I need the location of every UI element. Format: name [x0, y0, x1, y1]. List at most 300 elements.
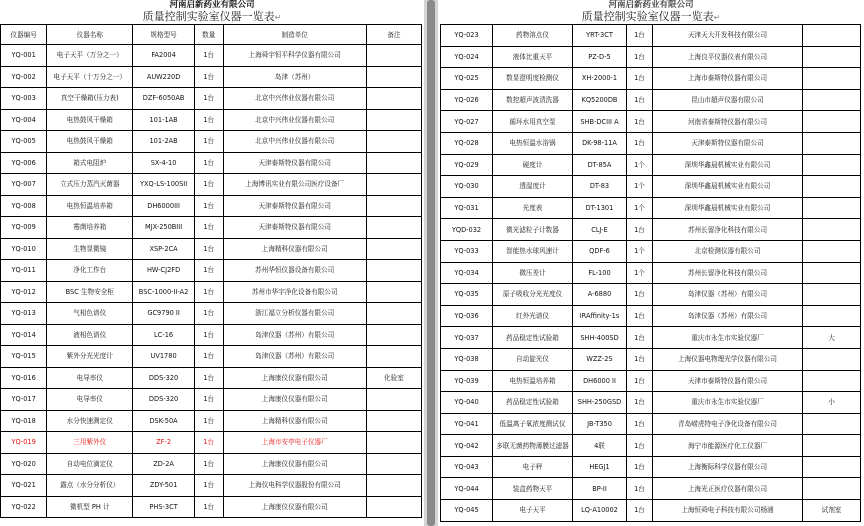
- table-cell: [366, 453, 421, 475]
- table-cell: WZZ-2S: [573, 348, 627, 370]
- table-cell: 天津天大开发科技有限公司: [653, 25, 803, 47]
- table-cell: 微机型 PH 计: [47, 496, 133, 518]
- table-cell: KQ5200DB: [573, 89, 627, 111]
- table-cell: 硬度计: [493, 154, 573, 176]
- table-row: [441, 392, 861, 414]
- table-cell: [366, 131, 421, 153]
- table-cell: 1台: [627, 111, 653, 133]
- table-row: [441, 176, 861, 198]
- table-cell: YQ-039: [441, 370, 493, 392]
- table-cell: 上海康仪仪器有限公司: [223, 367, 366, 389]
- table-cell: DSK-50A: [133, 410, 195, 432]
- table-cell: 天津市泰斯特仪器有限公司: [653, 370, 803, 392]
- table-cell: YQ-017: [1, 389, 47, 411]
- table-cell: [366, 66, 421, 88]
- table-cell: 1台: [627, 219, 653, 241]
- table-cell: A-6880: [573, 284, 627, 306]
- table-row: [1, 475, 422, 497]
- table-cell: 水分快速测定仪: [47, 410, 133, 432]
- table-cell: YQ-041: [441, 413, 493, 435]
- table-cell: 透湿度计: [493, 176, 573, 198]
- table-cell: [803, 219, 861, 241]
- left-header: [0, 0, 424, 23]
- table-cell: YQ-038: [441, 348, 493, 370]
- table-cell: [366, 88, 421, 110]
- table-cell: 装盒药物天平: [493, 478, 573, 500]
- table-cell: YQ-002: [1, 66, 47, 88]
- table-cell: 1台: [194, 195, 223, 217]
- table-cell: DT-85A: [573, 154, 627, 176]
- table-cell: 1台: [194, 174, 223, 196]
- table-cell: YQ-006: [1, 152, 47, 174]
- table-cell: YQ-023: [441, 25, 493, 47]
- table-cell: YRT-3CT: [573, 25, 627, 47]
- table-cell: [803, 154, 861, 176]
- table-cell: 1台: [194, 389, 223, 411]
- table-cell: [366, 303, 421, 325]
- table-cell: DT-1301: [573, 197, 627, 219]
- table-cell: [803, 89, 861, 111]
- table-cell: 电导率仪: [47, 367, 133, 389]
- table-cell: QDF-6: [573, 240, 627, 262]
- table-cell: SHH-250GSD: [573, 392, 627, 414]
- table-cell: 昆山市超声仪器有限公司: [653, 89, 803, 111]
- table-row: [1, 410, 422, 432]
- table-row: [441, 370, 861, 392]
- table-cell: 1台: [194, 238, 223, 260]
- table-cell: 大: [803, 327, 861, 349]
- table-cell: 低温离子氧浓度测试仪: [493, 413, 573, 435]
- header-cell: 备注: [366, 25, 421, 45]
- table-cell: 1台: [194, 281, 223, 303]
- table-cell: YQ-009: [1, 217, 47, 239]
- table-cell: [366, 109, 421, 131]
- table-cell: 深圳华鑫晨机械实业有限公司: [653, 197, 803, 219]
- table-cell: [803, 111, 861, 133]
- table-cell: YQ-033: [441, 240, 493, 262]
- table-cell: 液体比重天平: [493, 46, 573, 68]
- table-cell: 电热恒温水浴锅: [493, 132, 573, 154]
- table-cell: 1个: [627, 240, 653, 262]
- table-cell: 电热恒温培养箱: [493, 370, 573, 392]
- table-cell: [803, 348, 861, 370]
- table-cell: DT-83: [573, 176, 627, 198]
- table-cell: FA2004: [133, 45, 195, 67]
- table-row: [441, 500, 861, 522]
- table-row: [441, 348, 861, 370]
- table-cell: 岛津仪器（苏州）有限公司: [223, 324, 366, 346]
- table-cell: ZD-2A: [133, 453, 195, 475]
- table-row: [1, 346, 422, 368]
- table-cell: 北京中兴伟业仪器有限公司: [223, 88, 366, 110]
- table-cell: 红外光谱仪: [493, 305, 573, 327]
- table-cell: PZ-D-5: [573, 46, 627, 68]
- table-cell: [803, 413, 861, 435]
- table-cell: HEGJ1: [573, 456, 627, 478]
- table-cell: YQ-005: [1, 131, 47, 153]
- table-cell: LC-16: [133, 324, 195, 346]
- table-cell: 电子天平（万分之一）: [47, 45, 133, 67]
- table-cell: 药品稳定性试验箱: [493, 327, 573, 349]
- document-subtitle: 质量控制实验室仪器一览表↵: [581, 10, 721, 23]
- table-row: [441, 25, 861, 47]
- table-cell: YQ-031: [441, 197, 493, 219]
- table-cell: 1台: [194, 432, 223, 454]
- table-row: [441, 456, 861, 478]
- table-cell: 上海良平仪器仪表有限公司: [653, 46, 803, 68]
- table-cell: 1台: [194, 346, 223, 368]
- table-cell: 1台: [194, 66, 223, 88]
- table-cell: 1台: [627, 68, 653, 90]
- table-cell: YQ-021: [1, 475, 47, 497]
- table-cell: YQ-030: [441, 176, 493, 198]
- header-cell: 规格型号: [133, 25, 195, 45]
- table-cell: [366, 260, 421, 282]
- table-cell: 智能热水球风速计: [493, 240, 573, 262]
- table-cell: [366, 410, 421, 432]
- table-cell: YQ-029: [441, 154, 493, 176]
- table-cell: 1台: [627, 478, 653, 500]
- table-cell: 净化工作台: [47, 260, 133, 282]
- table-row: [441, 197, 861, 219]
- table-row: [1, 152, 422, 174]
- table-cell: YQ-026: [441, 89, 493, 111]
- header-row: [1, 25, 422, 45]
- table-row: [441, 305, 861, 327]
- table-cell: 真空干燥箱(压力表): [47, 88, 133, 110]
- table-cell: YQ-036: [441, 305, 493, 327]
- table-row: [1, 432, 422, 454]
- table-cell: YQ-011: [1, 260, 47, 282]
- table-row: [441, 132, 861, 154]
- table-cell: 北京检测仪器有限公司: [653, 240, 803, 262]
- table-row: [1, 281, 422, 303]
- left-document-page: [0, 0, 424, 526]
- table-cell: 立式压力蒸汽灭菌器: [47, 174, 133, 196]
- table-cell: [366, 389, 421, 411]
- table-row: [441, 284, 861, 306]
- table-cell: YQ-027: [441, 111, 493, 133]
- table-cell: YQ-043: [441, 456, 493, 478]
- table-cell: 天津泰斯特仪器有限公司: [223, 152, 366, 174]
- table-row: [1, 174, 422, 196]
- table-cell: SX-4-10: [133, 152, 195, 174]
- table-cell: BP-II: [573, 478, 627, 500]
- table-cell: YQ-020: [1, 453, 47, 475]
- table-cell: YQ-010: [1, 238, 47, 260]
- right-instrument-table: [440, 24, 861, 522]
- table-cell: XSP-2CA: [133, 238, 195, 260]
- table-cell: 1台: [627, 89, 653, 111]
- table-cell: BSC 生物安全柜: [47, 281, 133, 303]
- table-cell: 电导率仪: [47, 389, 133, 411]
- table-row: [1, 45, 422, 67]
- table-cell: 上海市安亭电子仪器厂: [223, 432, 366, 454]
- header-cell: 仪器名称: [47, 25, 133, 45]
- table-cell: [803, 478, 861, 500]
- table-cell: HW-CJ2FD: [133, 260, 195, 282]
- table-cell: YQ-037: [441, 327, 493, 349]
- table-cell: YQ-003: [1, 88, 47, 110]
- table-cell: 101-1AB: [133, 109, 195, 131]
- table-cell: 电子天平（十万分之一）: [47, 66, 133, 88]
- table-cell: [803, 240, 861, 262]
- table-row: [1, 453, 422, 475]
- table-cell: 霉菌培养箱: [47, 217, 133, 239]
- table-cell: LQ-A10002: [573, 500, 627, 522]
- table-cell: 1台: [194, 152, 223, 174]
- table-cell: [803, 305, 861, 327]
- table-cell: CLJ-E: [573, 219, 627, 241]
- paragraph-mark-icon: ↵: [713, 13, 721, 22]
- table-cell: DH6000 II: [573, 370, 627, 392]
- paragraph-mark-icon: ↵: [274, 13, 282, 22]
- table-cell: YQ-012: [1, 281, 47, 303]
- table-cell: 1台: [627, 435, 653, 457]
- table-cell: 1台: [194, 217, 223, 239]
- table-cell: 1台: [194, 303, 223, 325]
- table-cell: GC9790 II: [133, 303, 195, 325]
- table-cell: [366, 496, 421, 518]
- table-row: [1, 389, 422, 411]
- table-cell: 岛津仪器（苏州）有限公司: [223, 346, 366, 368]
- table-cell: [803, 370, 861, 392]
- table-cell: [366, 195, 421, 217]
- table-cell: SHH-400SD: [573, 327, 627, 349]
- table-cell: 上海舜宇恒平科学仪器有限公司: [223, 45, 366, 67]
- table-cell: YQ-007: [1, 174, 47, 196]
- table-cell: 101-2AB: [133, 131, 195, 153]
- table-cell: 重庆市永生市实验仪器厂: [653, 327, 803, 349]
- table-cell: 上海光正医疗仪器有限公司: [653, 478, 803, 500]
- table-cell: 上海衡际科学仪器有限公司: [653, 456, 803, 478]
- table-cell: 北京中兴伟业仪器有限公司: [223, 131, 366, 153]
- table-cell: YQ-001: [1, 45, 47, 67]
- table-cell: DZF-6050AB: [133, 88, 195, 110]
- table-cell: YQ-019: [1, 432, 47, 454]
- table-cell: MJX-250BIII: [133, 217, 195, 239]
- table-cell: 气相色谱仪: [47, 303, 133, 325]
- table-cell: 电热鼓风干燥箱: [47, 131, 133, 153]
- table-cell: 微光滤粒子计数器: [493, 219, 573, 241]
- table-cell: 三用紫外仪: [47, 432, 133, 454]
- table-cell: ZDY-501: [133, 475, 195, 497]
- table-cell: YQ-014: [1, 324, 47, 346]
- table-cell: 1台: [194, 260, 223, 282]
- table-cell: 1个: [627, 176, 653, 198]
- table-cell: 试剂室: [803, 500, 861, 522]
- table-cell: 1台: [194, 109, 223, 131]
- table-row: [1, 109, 422, 131]
- table-cell: 电热恒温培养箱: [47, 195, 133, 217]
- table-cell: 海宁市能源医疗化工仪器厂: [653, 435, 803, 457]
- table-cell: [803, 262, 861, 284]
- table-cell: 苏州华恒仪器设备有限公司: [223, 260, 366, 282]
- table-cell: 上海博讯实业有限公司医疗设备厂: [223, 174, 366, 196]
- table-cell: 1台: [627, 348, 653, 370]
- table-cell: YQ-015: [1, 346, 47, 368]
- splitter-bar[interactable]: [427, 0, 435, 526]
- table-cell: YQ-004: [1, 109, 47, 131]
- page-gutter: [424, 0, 438, 526]
- table-cell: YQ-028: [441, 132, 493, 154]
- table-cell: SHB-DCIII A: [573, 111, 627, 133]
- table-cell: [366, 174, 421, 196]
- table-cell: YXQ-LS-100SII: [133, 174, 195, 196]
- table-cell: 1台: [627, 305, 653, 327]
- table-cell: 上海市泰斯特仪器有限公司: [653, 68, 803, 90]
- table-cell: 上海精科仪器有限公司: [223, 410, 366, 432]
- table-row: [1, 324, 422, 346]
- table-cell: 1台: [627, 413, 653, 435]
- company-name: 河南启新药业有限公司: [169, 0, 255, 10]
- table-cell: IRAffinity-1s: [573, 305, 627, 327]
- table-cell: 1台: [627, 284, 653, 306]
- table-cell: [803, 46, 861, 68]
- table-cell: XH-2000-1: [573, 68, 627, 90]
- table-cell: UV1780: [133, 346, 195, 368]
- table-cell: YQ-025: [441, 68, 493, 90]
- table-cell: 数控超声波清洗器: [493, 89, 573, 111]
- table-row: [441, 219, 861, 241]
- table-cell: [803, 197, 861, 219]
- header-cell: 数量: [194, 25, 223, 45]
- table-cell: DK-98-11A: [573, 132, 627, 154]
- table-cell: 电子秤: [493, 456, 573, 478]
- table-cell: 小: [803, 392, 861, 414]
- table-cell: 苏州长留净化科技有限公司: [653, 219, 803, 241]
- table-cell: YQ-013: [1, 303, 47, 325]
- table-cell: [366, 217, 421, 239]
- table-cell: 上海仪电科学仪器股份有限公司: [223, 475, 366, 497]
- table-cell: 深圳华鑫晨机械实业有限公司: [653, 176, 803, 198]
- table-cell: YQ-022: [1, 496, 47, 518]
- table-cell: 岛津（苏州）: [223, 66, 366, 88]
- table-cell: [366, 475, 421, 497]
- table-cell: PHS-3CT: [133, 496, 195, 518]
- table-cell: 浙江福立分析仪器有限公司: [223, 303, 366, 325]
- table-cell: 光度表: [493, 197, 573, 219]
- table-cell: [803, 456, 861, 478]
- table-row: [1, 66, 422, 88]
- table-row: [1, 303, 422, 325]
- table-row: [441, 435, 861, 457]
- table-cell: 1台: [627, 25, 653, 47]
- table-cell: [803, 25, 861, 47]
- table-cell: [803, 176, 861, 198]
- table-cell: 1台: [627, 500, 653, 522]
- table-cell: YQ-008: [1, 195, 47, 217]
- table-row: [1, 88, 422, 110]
- table-cell: [366, 324, 421, 346]
- table-cell: 上海康仪仪器有限公司: [223, 389, 366, 411]
- table-cell: 河南省泰斯特仪器有限公司: [653, 111, 803, 133]
- table-cell: 重庆市永生市实验仪器厂: [653, 392, 803, 414]
- table-cell: 1台: [627, 456, 653, 478]
- table-cell: 1台: [194, 453, 223, 475]
- table-row: [441, 262, 861, 284]
- table-cell: YQ-034: [441, 262, 493, 284]
- table-row: [441, 413, 861, 435]
- table-cell: 4联: [573, 435, 627, 457]
- table-cell: 化验室: [366, 367, 421, 389]
- table-cell: 1台: [627, 392, 653, 414]
- table-cell: DDS-320: [133, 367, 195, 389]
- table-cell: [366, 152, 421, 174]
- table-row: [441, 89, 861, 111]
- table-cell: 原子吸收分光光度仪: [493, 284, 573, 306]
- table-cell: 自动旋光仪: [493, 348, 573, 370]
- table-cell: 岛津仪器（苏州）有限公司: [653, 284, 803, 306]
- table-cell: 1台: [194, 475, 223, 497]
- table-cell: 北京中兴伟业仪器有限公司: [223, 109, 366, 131]
- table-cell: 上海康仪仪器有限公司: [223, 496, 366, 518]
- table-row: [1, 195, 422, 217]
- table-cell: 1个: [627, 197, 653, 219]
- table-row: [441, 154, 861, 176]
- table-row: [441, 478, 861, 500]
- table-cell: 液相色谱仪: [47, 324, 133, 346]
- table-cell: [366, 432, 421, 454]
- table-cell: YQ-024: [441, 46, 493, 68]
- table-cell: [366, 281, 421, 303]
- table-cell: 多联无菌药物薄膜过滤器: [493, 435, 573, 457]
- table-cell: [803, 68, 861, 90]
- table-cell: 岛津仪器（苏州）有限公司: [653, 305, 803, 327]
- table-cell: AUW220D: [133, 66, 195, 88]
- table-cell: 1台: [194, 410, 223, 432]
- table-cell: 自动电位滴定仪: [47, 453, 133, 475]
- table-row: [441, 327, 861, 349]
- table-cell: 1台: [627, 327, 653, 349]
- table-cell: 天津泰斯特仪器有限公司: [223, 195, 366, 217]
- table-cell: YQ-042: [441, 435, 493, 457]
- table-cell: YQD-032: [441, 219, 493, 241]
- table-cell: YQ-044: [441, 478, 493, 500]
- table-cell: [366, 346, 421, 368]
- table-cell: BSC-1000-II-A2: [133, 281, 195, 303]
- table-cell: YQ-016: [1, 367, 47, 389]
- table-cell: 电热鼓风干燥箱: [47, 109, 133, 131]
- table-cell: 微压差计: [493, 262, 573, 284]
- table-row: [1, 367, 422, 389]
- table-cell: [803, 132, 861, 154]
- table-cell: 生物显微镜: [47, 238, 133, 260]
- table-cell: [366, 45, 421, 67]
- table-cell: YQ-045: [441, 500, 493, 522]
- table-cell: 1个: [627, 154, 653, 176]
- table-row: [1, 260, 422, 282]
- table-cell: 循环水用真空泵: [493, 111, 573, 133]
- table-cell: 苏州长留净化科技有限公司: [653, 262, 803, 284]
- table-cell: 1台: [194, 131, 223, 153]
- table-cell: 电子天平: [493, 500, 573, 522]
- company-name: 河南启新药业有限公司: [608, 0, 694, 10]
- table-cell: 1台: [627, 46, 653, 68]
- table-row: [441, 46, 861, 68]
- header-cell: 制造单位: [223, 25, 366, 45]
- table-cell: 深圳华鑫晨机械实业有限公司: [653, 154, 803, 176]
- table-cell: 青岛崂虎特电子净化设备有限公司: [653, 413, 803, 435]
- right-document-page: [438, 0, 864, 526]
- table-cell: DDS-320: [133, 389, 195, 411]
- table-cell: 上海仪器电物理光学仪器有限公司: [653, 348, 803, 370]
- table-cell: [366, 238, 421, 260]
- table-cell: 苏州市华宇净化设备有限公司: [223, 281, 366, 303]
- table-cell: 天津泰斯特仪器有限公司: [653, 132, 803, 154]
- table-row: [1, 238, 422, 260]
- table-row: [1, 131, 422, 153]
